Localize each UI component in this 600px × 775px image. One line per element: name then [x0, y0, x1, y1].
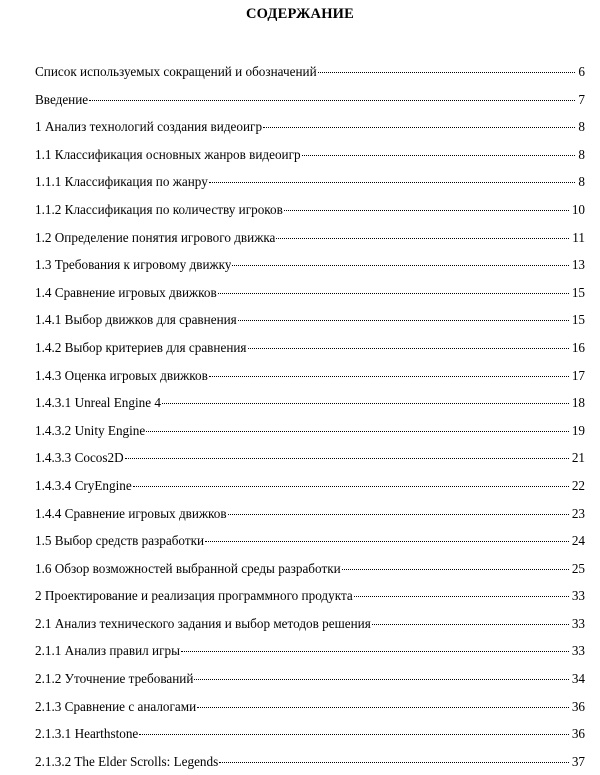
toc-entry-label: 2.1.2 Уточнение требований [35, 671, 194, 687]
dot-leader [133, 486, 569, 487]
toc-entry-label: 1.4 Сравнение игровых движков [35, 284, 217, 300]
toc-entry-label: 1.4.3.4 CryEngine [35, 477, 132, 493]
dot-leader [284, 210, 569, 211]
toc-entry-label: 2.1.3.2 The Elder Scrolls: Legends [35, 753, 219, 769]
toc-entry[interactable] [35, 637, 585, 665]
dot-leader [219, 762, 569, 763]
toc-entry-label: 1 Анализ технологий создания видеоигр [35, 119, 263, 135]
toc-entry-page-number: 23 [571, 505, 585, 521]
toc-entry[interactable] [35, 555, 585, 583]
toc-entry[interactable] [35, 196, 585, 224]
toc-entry-label: 2.1 Анализ технического задания и выбор методов решения [35, 615, 371, 631]
toc-entry-label: 2.1.3.1 Hearthstone [35, 726, 139, 742]
dot-leader [125, 458, 569, 459]
toc-entry-label: 1.1.2 Классификация по количеству игроков [35, 201, 283, 217]
toc-entry-page-number: 33 [571, 615, 585, 631]
toc-entry[interactable] [35, 362, 585, 390]
toc-entry-label: 1.4.3.1 Unreal Engine 4 [35, 395, 161, 411]
dot-leader [354, 596, 569, 597]
toc-entry-page-number: 34 [571, 671, 585, 687]
toc-entry-page-number: 33 [571, 588, 585, 604]
toc-entry-page-number: 37 [571, 753, 585, 769]
dot-leader [302, 155, 576, 156]
toc-entry-label: 1.4.2 Выбор критериев для сравнения [35, 339, 247, 355]
toc-entry-label: 1.6 Обзор возможностей выбранной среды разработки [35, 560, 341, 576]
dot-leader [372, 624, 569, 625]
toc-entry-label: 1.4.3.2 Unity Engine [35, 422, 146, 438]
toc-entry-label: 1.4.3 Оценка игровых движков [35, 367, 208, 383]
dot-leader [197, 707, 569, 708]
toc-entry-page-number: 15 [571, 312, 585, 328]
dot-leader [162, 403, 569, 404]
toc-entry[interactable] [35, 748, 585, 775]
toc-entry-page-number: 36 [571, 726, 585, 742]
dot-leader [205, 541, 569, 542]
toc-entry-label: 1.4.3.3 Cocos2D [35, 450, 124, 466]
toc-entry-page-number: 11 [572, 229, 585, 245]
toc-entry-page-number: 19 [571, 422, 585, 438]
toc-entry[interactable] [35, 582, 585, 610]
toc-entry[interactable] [35, 306, 585, 334]
toc-entry[interactable] [35, 610, 585, 638]
dot-leader [263, 127, 575, 128]
toc-entry[interactable] [35, 141, 585, 169]
toc-entry-label: 1.4.4 Сравнение игровых движков [35, 505, 227, 521]
dot-leader [139, 734, 569, 735]
dot-leader [181, 651, 569, 652]
dot-leader [276, 238, 569, 239]
toc-entry-page-number: 15 [571, 284, 585, 300]
page-title: СОДЕРЖАНИЕ [245, 6, 355, 22]
toc-entry[interactable] [35, 113, 585, 141]
toc-entry-label: 1.2 Определение понятия игрового движка [35, 229, 276, 245]
toc-entry-page-number: 13 [571, 257, 585, 273]
toc-entry-page-number: 36 [571, 698, 585, 714]
toc-entry[interactable] [35, 389, 585, 417]
toc-entry-label: Список используемых сокращений и обозначений [35, 64, 317, 79]
dot-leader [194, 679, 568, 680]
dot-leader [232, 265, 568, 266]
dot-leader [209, 182, 576, 183]
toc-entry-page-number: 16 [571, 339, 585, 355]
toc-entry[interactable] [35, 86, 585, 114]
toc-entry-label: 2 Проектирование и реализация программного продукта [35, 588, 353, 604]
table-of-contents [35, 58, 585, 775]
toc-entry[interactable] [35, 224, 585, 252]
dot-leader [218, 293, 569, 294]
toc-entry-page-number: 7 [578, 91, 585, 107]
toc-entry-label: 1.5 Выбор средств разработки [35, 533, 205, 549]
toc-entry-page-number: 33 [571, 643, 585, 659]
toc-entry-label: 1.1.1 Классификация по жанру [35, 174, 208, 190]
toc-entry-page-number: 10 [571, 201, 585, 217]
dot-leader [228, 514, 569, 515]
toc-entry-label: 2.1.3 Сравнение с аналогами [35, 698, 197, 714]
toc-entry-label: 2.1.1 Анализ правил игры [35, 643, 180, 659]
toc-entry[interactable] [35, 444, 585, 472]
toc-entry-label: 1.4.1 Выбор движков для сравнения [35, 312, 237, 328]
toc-entry[interactable] [35, 665, 585, 693]
toc-entry[interactable] [35, 168, 585, 196]
toc-entry[interactable] [35, 693, 585, 721]
toc-entry-page-number: 8 [578, 146, 585, 162]
toc-entry-page-number: 6 [578, 64, 585, 79]
toc-entry[interactable] [35, 472, 585, 500]
toc-entry-page-number: 8 [578, 174, 585, 190]
toc-entry[interactable] [35, 500, 585, 528]
toc-entry-page-number: 8 [578, 119, 585, 135]
toc-entry[interactable] [35, 527, 585, 555]
toc-entry-page-number: 17 [571, 367, 585, 383]
toc-entry[interactable] [35, 58, 585, 86]
dot-leader [248, 348, 569, 349]
toc-entry-label: 1.1 Классификация основных жанров видеоигр [35, 146, 301, 162]
dot-leader [146, 431, 569, 432]
toc-entry-page-number: 25 [571, 560, 585, 576]
dot-leader [342, 569, 569, 570]
toc-entry[interactable] [35, 251, 585, 279]
toc-entry[interactable] [35, 720, 585, 748]
toc-entry-page-number: 22 [571, 477, 585, 493]
toc-entry[interactable] [35, 279, 585, 307]
toc-entry-page-number: 21 [571, 450, 585, 466]
dot-leader [238, 320, 569, 321]
toc-entry-label: 1.3 Требования к игровому движку [35, 257, 232, 273]
toc-entry-label: Введение [35, 91, 89, 107]
dot-leader [318, 72, 576, 73]
toc-entry[interactable] [35, 417, 585, 445]
toc-entry-page-number: 24 [571, 533, 585, 549]
dot-leader [209, 376, 569, 377]
toc-entry-page-number: 18 [571, 395, 585, 411]
toc-entry[interactable] [35, 334, 585, 362]
dot-leader [89, 100, 575, 101]
